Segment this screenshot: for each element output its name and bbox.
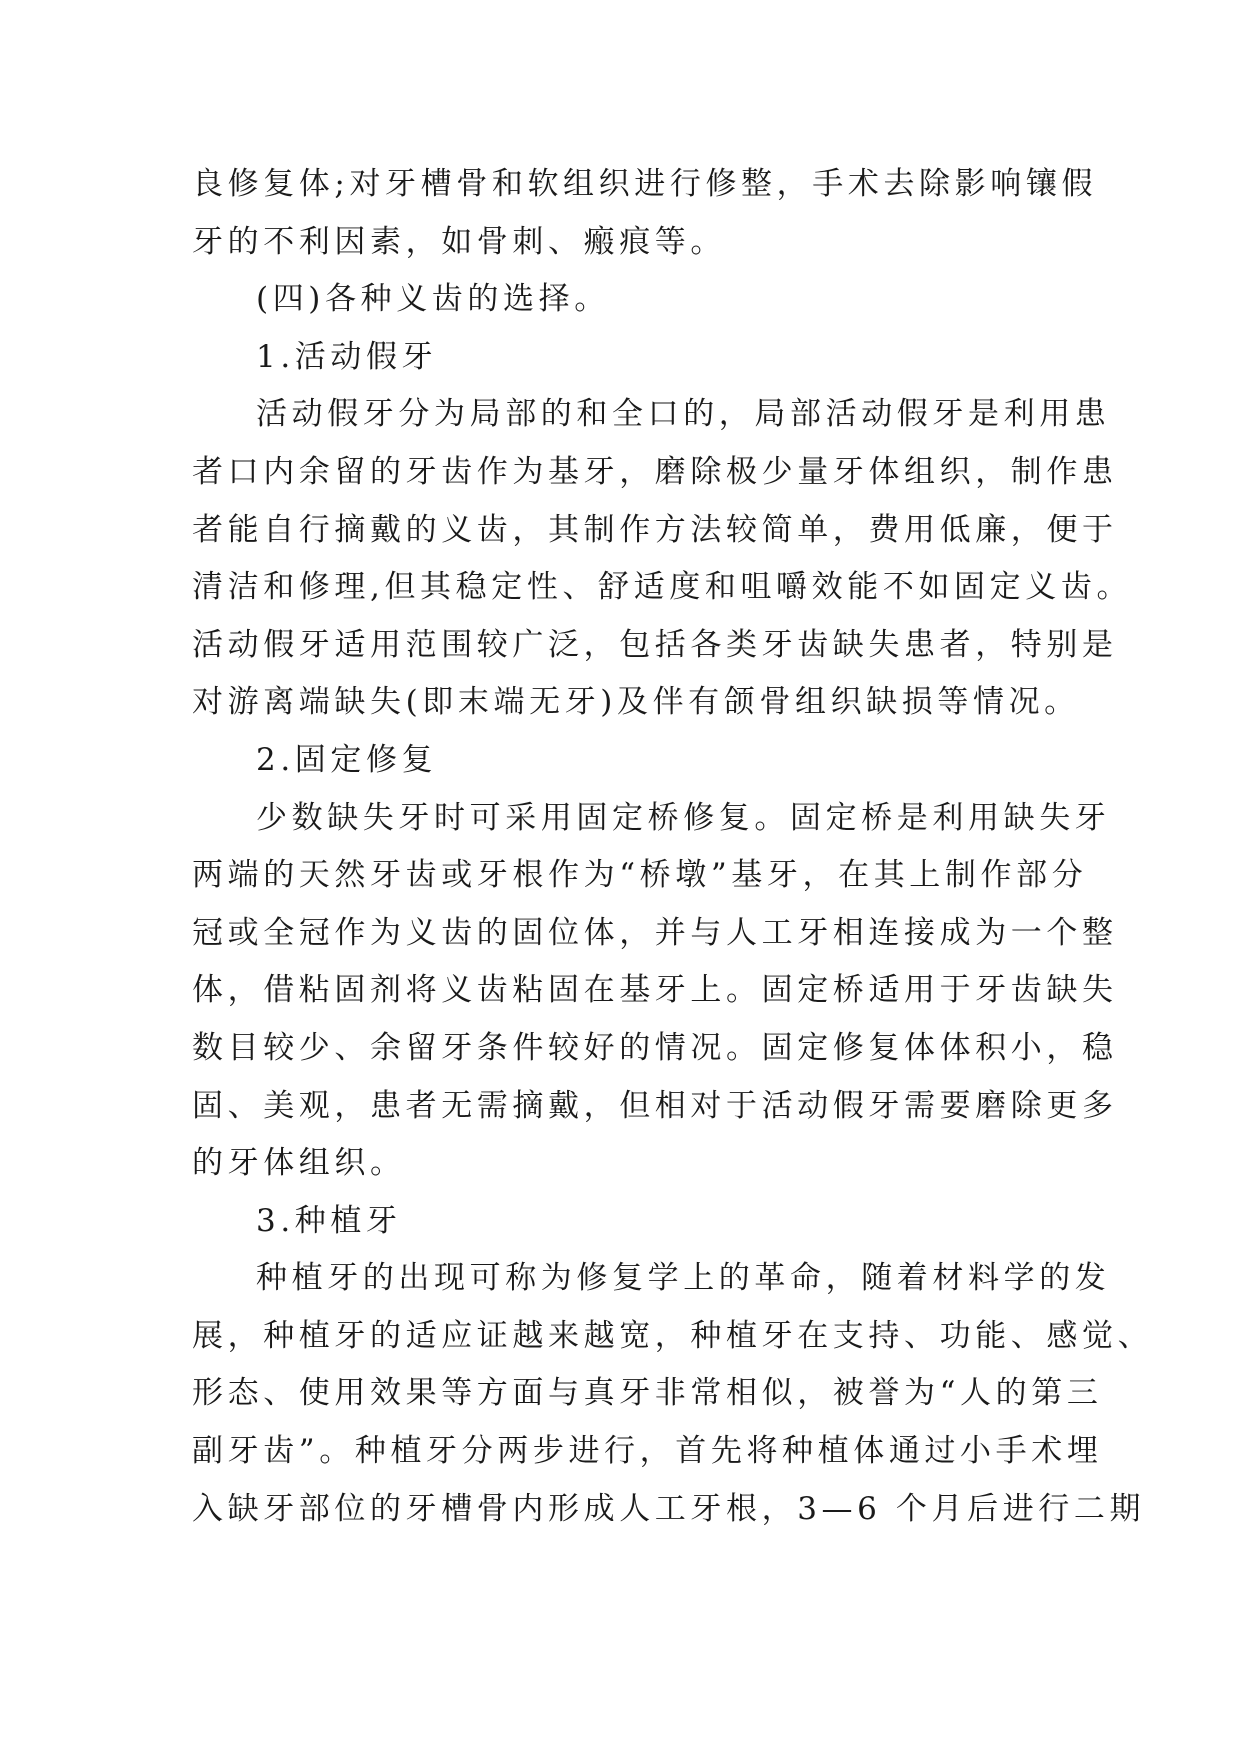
text-line: 两端的天然牙齿或牙根作为“桥墩”基牙，在其上制作部分	[192, 857, 1088, 894]
text-line: 活动假牙分为局部的和全口的，局部活动假牙是利用患	[256, 396, 1111, 433]
text-line: 固、美观，患者无需摘戴，但相对于活动假牙需要磨除更多	[192, 1087, 1118, 1124]
text-line: 者口内余留的牙齿作为基牙，磨除极少量牙体组织，制作患	[192, 453, 1118, 490]
text-line: 展，种植牙的适应证越来越宽，种植牙在支持、功能、感觉、	[192, 1317, 1154, 1354]
text-line: 活动假牙适用范围较广泛，包括各类牙齿缺失患者，特别是	[192, 626, 1118, 663]
text-line: 种植牙的出现可称为修复学上的革命，随着材料学的发	[256, 1260, 1111, 1297]
text-line: 数目较少、余留牙条件较好的情况。固定修复体体积小，稳	[192, 1029, 1118, 1066]
text-line: 体，借粘固剂将义齿粘固在基牙上。固定桥适用于牙齿缺失	[192, 972, 1118, 1009]
text-line: 形态、使用效果等方面与真牙非常相似，被誉为“人的第三	[192, 1375, 1103, 1412]
text-line: 入缺牙部位的牙槽骨内形成人工牙根，3—6 个月后进行二期	[192, 1490, 1146, 1527]
section-heading: (四)各种义齿的选择。	[256, 281, 610, 318]
subsection-heading: 3.种植牙	[256, 1202, 402, 1239]
text-line: 清洁和修理,但其稳定性、舒适度和咀嚼效能不如固定义齿。	[192, 569, 1133, 606]
text-line: 牙的不利因素，如骨刺、瘢痕等。	[192, 223, 726, 260]
text-line: 者能自行摘戴的义齿，其制作方法较简单，费用低廉，便于	[192, 511, 1118, 548]
document-body	[192, 156, 1154, 1538]
text-line: 良修复体;对牙槽骨和软组织进行修整，手术去除影响镶假	[192, 166, 1098, 202]
text-line: 对游离端缺失(即末端无牙)及伴有颌骨组织缺损等情况。	[192, 684, 1080, 721]
text-line: 冠或全冠作为义齿的固位体，并与人工牙相连接成为一个整	[192, 914, 1118, 951]
text-line: 的牙体组织。	[192, 1145, 406, 1182]
subsection-heading: 1.活动假牙	[256, 338, 438, 375]
text-line: 副牙齿”。种植牙分两步进行，首先将种植体通过小手术埋	[192, 1433, 1103, 1470]
subsection-heading: 2.固定修复	[256, 741, 438, 778]
text-line: 少数缺失牙时可采用固定桥修复。固定桥是利用缺失牙	[256, 799, 1111, 836]
